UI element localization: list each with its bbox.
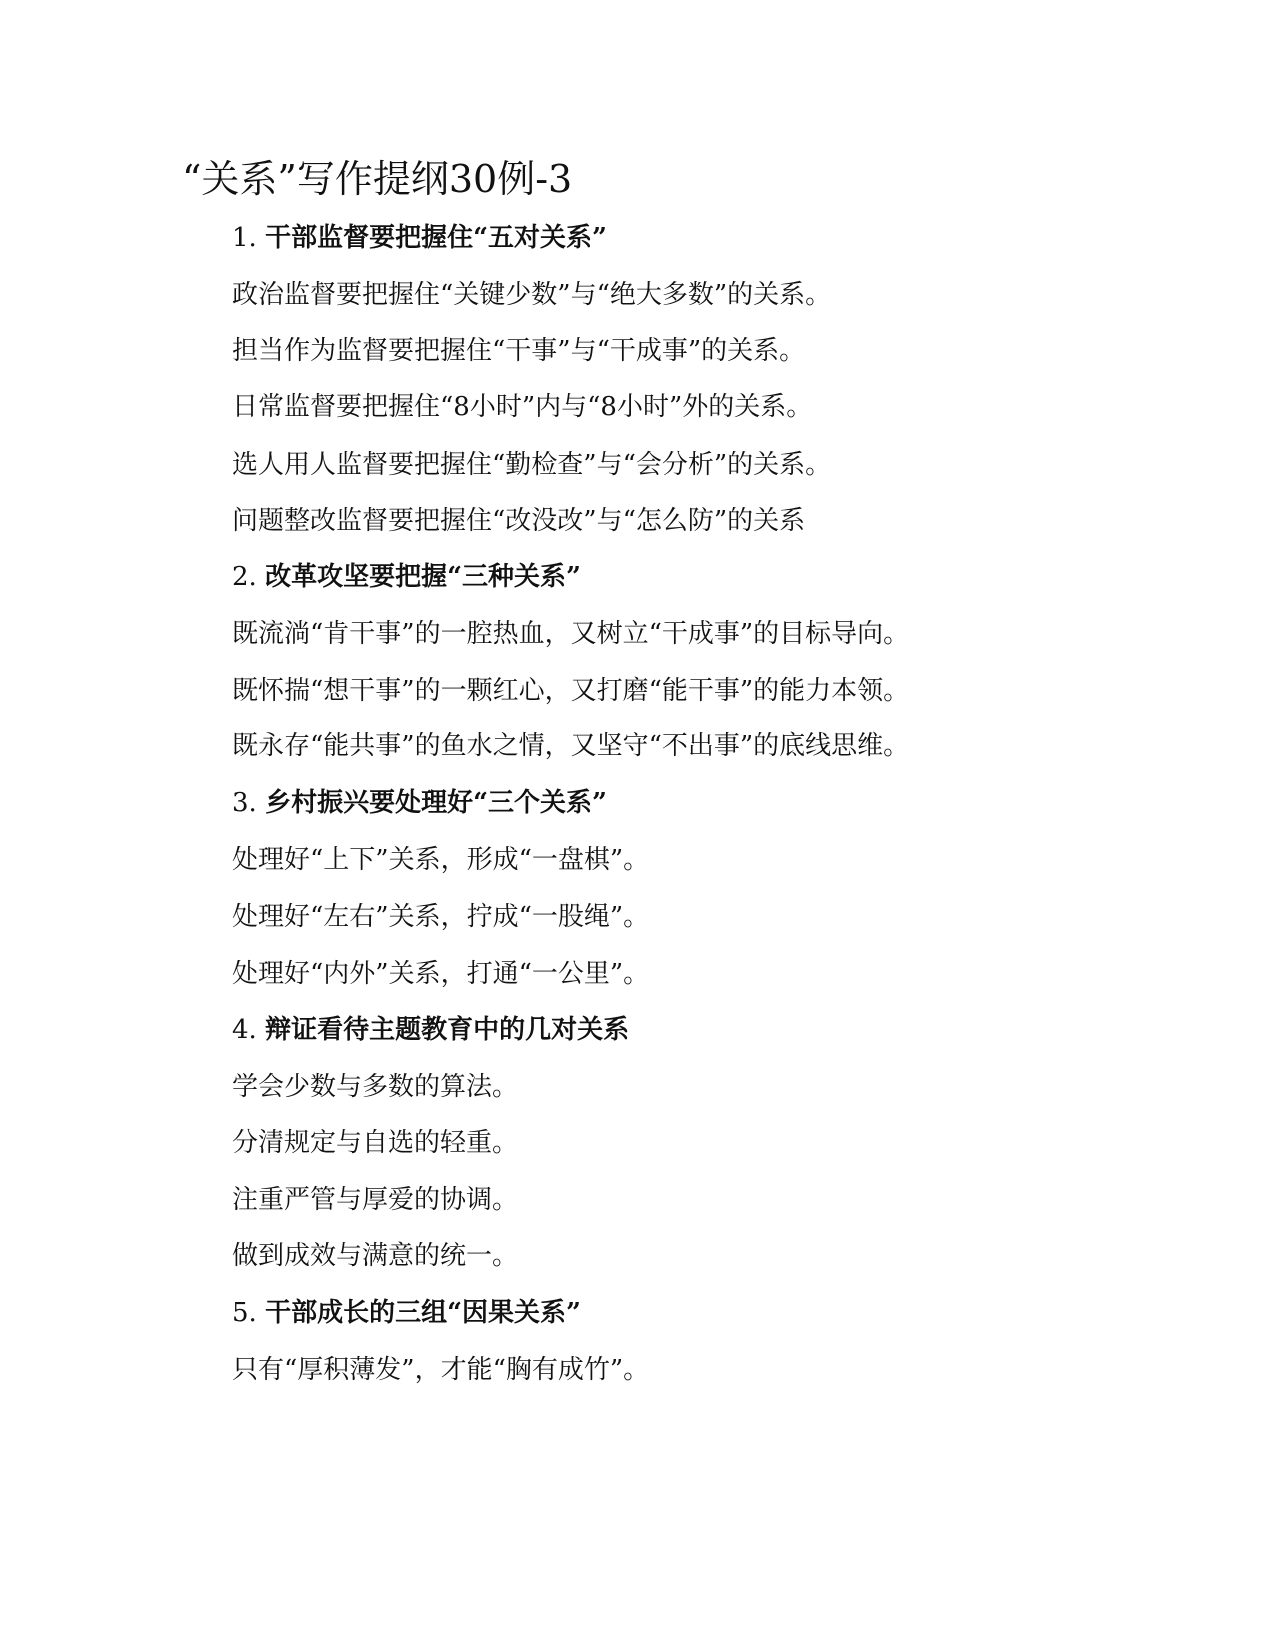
section-heading-4 bbox=[232, 1012, 629, 1048]
list-item: 注重严管与厚爱的协调。 bbox=[232, 1185, 519, 1215]
section-number: 3. bbox=[232, 788, 257, 818]
list-item: 问题整改监督要把握住“改没改”与“怎么防”的关系 bbox=[232, 506, 806, 536]
list-item: 处理好“左右”关系，拧成“一股绳”。 bbox=[232, 902, 650, 932]
list-item: 担当作为监督要把握住“干事”与“干成事”的关系。 bbox=[232, 336, 806, 366]
list-item: 学会少数与多数的算法。 bbox=[232, 1072, 519, 1102]
section-heading-text: 乡村振兴要处理好“三个关系” bbox=[265, 788, 607, 818]
list-item: 选人用人监督要把握住“勤检查”与“会分析”的关系。 bbox=[232, 450, 832, 480]
section-heading-text: 干部成长的三组“因果关系” bbox=[265, 1298, 581, 1328]
section-number: 5. bbox=[232, 1298, 257, 1328]
section-number: 4. bbox=[232, 1015, 257, 1045]
list-item: 既永存“能共事”的鱼水之情，又坚守“不出事”的底线思维。 bbox=[232, 731, 910, 761]
section-heading-text: 干部监督要把握住“五对关系” bbox=[265, 223, 607, 253]
section-heading-2 bbox=[232, 559, 581, 595]
section-heading-text: 改革攻坚要把握“三种关系” bbox=[265, 562, 581, 592]
list-item: 做到成效与满意的统一。 bbox=[232, 1241, 519, 1271]
list-item: 既流淌“肯干事”的一腔热血，又树立“干成事”的目标导向。 bbox=[232, 619, 910, 649]
list-item: 分清规定与自选的轻重。 bbox=[232, 1128, 519, 1158]
section-heading-text: 辩证看待主题教育中的几对关系 bbox=[265, 1015, 630, 1045]
section-number: 2. bbox=[232, 562, 257, 592]
section-heading-1 bbox=[232, 220, 607, 256]
list-item: 既怀揣“想干事”的一颗红心，又打磨“能干事”的能力本领。 bbox=[232, 676, 910, 706]
list-item: 日常监督要把握住“8小时”内与“8小时”外的关系。 bbox=[232, 392, 813, 422]
list-item: 只有“厚积薄发”，才能“胸有成竹”。 bbox=[232, 1355, 650, 1385]
section-heading-3 bbox=[232, 785, 607, 821]
list-item: 处理好“内外”关系，打通“一公里”。 bbox=[232, 959, 650, 989]
list-item: 处理好“上下”关系，形成“一盘棋”。 bbox=[232, 845, 650, 875]
document-title: “关系”写作提纲30例-3 bbox=[182, 157, 573, 201]
section-number: 1. bbox=[232, 223, 257, 253]
list-item: 政治监督要把握住“关键少数”与“绝大多数”的关系。 bbox=[232, 280, 832, 310]
section-heading-5 bbox=[232, 1295, 581, 1331]
